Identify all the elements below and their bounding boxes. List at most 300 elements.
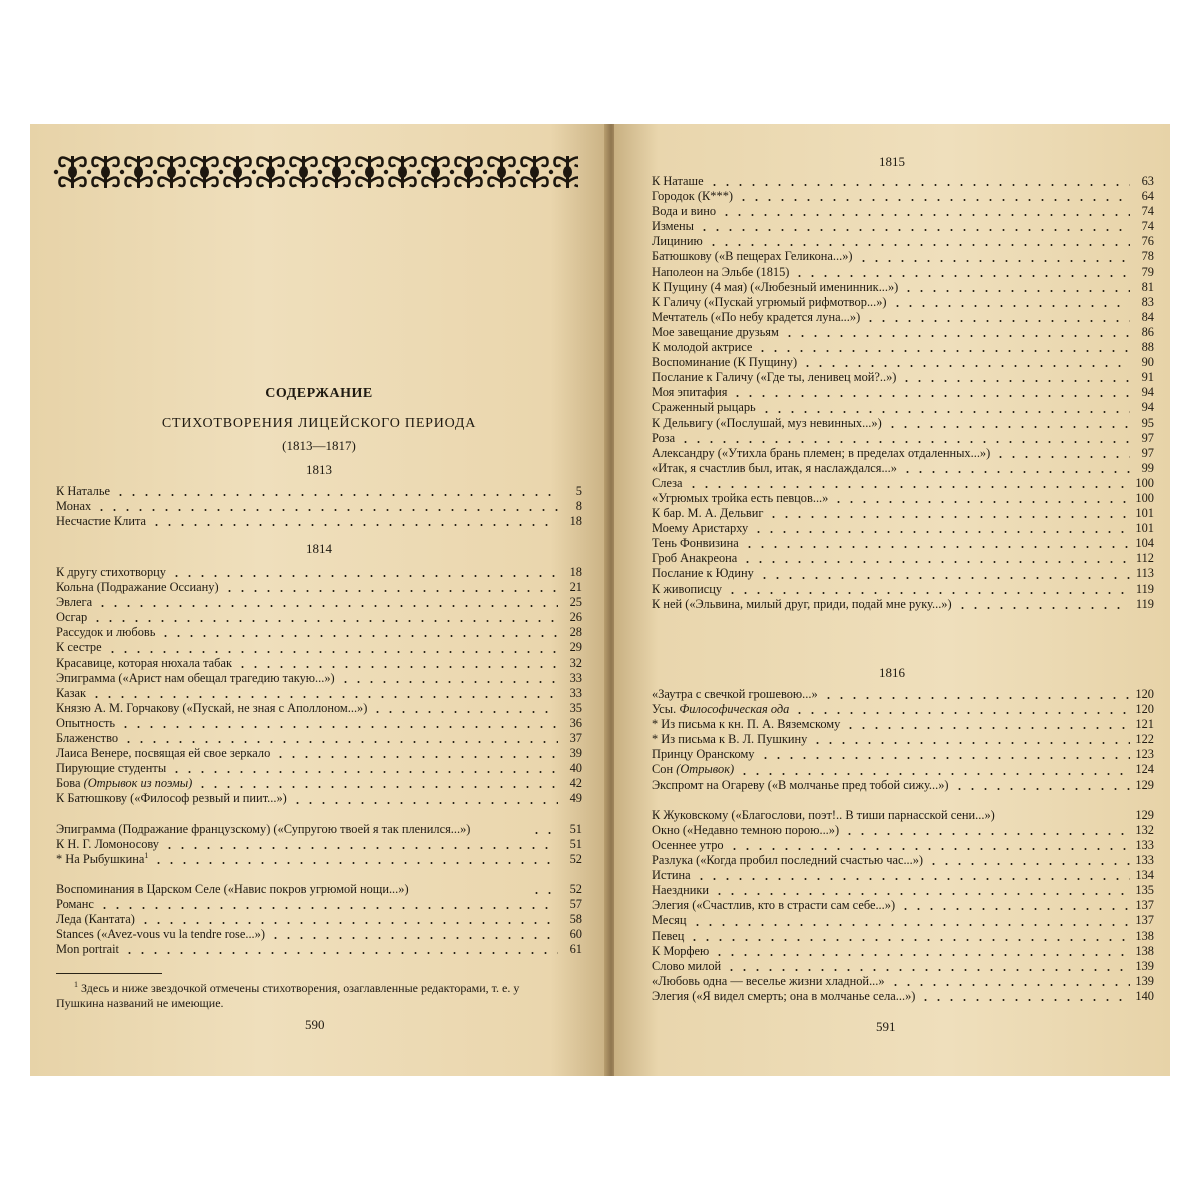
toc-entry-title: Воспоминания в Царском Селе («Навис покров угрюмой нощи...»): [56, 881, 409, 896]
dot-leader: [119, 726, 558, 728]
toc-entry: [56, 791, 582, 806]
toc-entry-title: Разлука («Когда пробил последний счастью час...»): [652, 853, 924, 868]
toc-entry-title: К Наташе: [652, 174, 704, 188]
toc-entry-page: 51: [569, 821, 582, 836]
toc-list-1816: [652, 687, 1154, 1004]
toc-entry: [652, 823, 1154, 838]
toc-entry-title: Сраженный рыцарь: [652, 400, 756, 415]
ornament-motif: [186, 156, 218, 188]
toc-entry-title: Романс: [56, 897, 94, 912]
toc-entry: [652, 883, 1154, 898]
section-title: СТИХОТВОРЕНИЯ ЛИЦЕЙСКОГО ПЕРИОДА: [161, 416, 477, 431]
toc-entry-title: Блаженство: [56, 731, 119, 746]
toc-entry-title: Мое завещание друзьям: [652, 324, 779, 339]
dot-leader: [196, 786, 558, 788]
toc-entry: [56, 499, 582, 514]
toc-entry-title: Mon portrait: [56, 942, 119, 957]
toc-entry-title: К Жуковскому («Благослови, поэт!.. В тиши парнасской сени...»): [652, 807, 995, 822]
dot-leader: [530, 832, 558, 834]
toc-entry: [652, 566, 1154, 581]
toc-entry-subtitle: (Отрывок): [676, 762, 735, 777]
toc-entry: [652, 747, 1154, 762]
toc-entry: [652, 174, 1154, 189]
toc-entry-page: 57: [569, 897, 582, 912]
toc-entry-page: 37: [569, 731, 582, 746]
ornament-motif: [417, 156, 449, 188]
toc-entry: [652, 687, 1154, 702]
toc-entry: [56, 701, 582, 716]
toc-entry-page: 101: [1135, 521, 1154, 536]
toc-entry-title: Леда (Кантата): [56, 912, 135, 927]
toc-entry: [652, 325, 1154, 340]
toc-entry-page: 104: [1135, 536, 1154, 551]
toc-entry-title: К живописцу: [652, 581, 723, 596]
toc-entry: [652, 989, 1154, 1004]
toc-entry-page: 76: [1141, 234, 1154, 249]
toc-entry-page: 26: [569, 610, 582, 625]
toc-entry-title: Эпиграмма (Подражание французскому) («Супругою твоей я так пленился...»): [56, 821, 471, 836]
dot-leader: [756, 350, 1130, 352]
ornament-motif: [54, 156, 86, 188]
ornament-motif: [219, 156, 251, 188]
toc-list-1814: [56, 565, 582, 957]
ornament-motif: [252, 156, 284, 188]
toc-entry-title: «Итак, я счастлив был, итак, я наслаждался...»: [652, 460, 897, 475]
toc-entry: [652, 778, 1154, 793]
toc-entry-title: Казак: [56, 685, 87, 700]
toc-entry-title: Усы. Философическая ода: [652, 702, 790, 717]
toc-entry: [652, 702, 1154, 717]
ornament-motif: [318, 156, 350, 188]
dot-leader: [793, 712, 1130, 714]
toc-entry-title: «Любовь одна — веселье жизни хладной...»: [652, 973, 885, 988]
toc-entry-page: 78: [1141, 249, 1154, 264]
right-page: [614, 124, 1170, 1076]
toc-entry: [652, 431, 1154, 446]
toc-entry-page: 21: [569, 580, 582, 595]
toc-entry: [652, 310, 1154, 325]
dot-leader: [679, 441, 1130, 443]
dot-leader: [152, 862, 558, 864]
dot-leader: [726, 592, 1130, 594]
year-1814-heading: 1814: [306, 541, 332, 556]
toc-entry-page: 90: [1141, 355, 1154, 370]
toc-entry-title: Послание к Галичу («Где ты, ленивец мой?..»): [652, 370, 897, 385]
toc-entry-page: 25: [569, 595, 582, 610]
dot-leader: [822, 697, 1130, 699]
dot-leader: [902, 290, 1130, 292]
dot-leader: [899, 908, 1130, 910]
toc-entry-title: Лаиса Венере, посвящая ей свое зеркало: [56, 746, 271, 761]
toc-entry: [56, 686, 582, 701]
toc-entry-page: 133: [1135, 837, 1154, 852]
toc-entry-subtitle: Философическая ода: [679, 702, 790, 717]
dot-leader: [708, 184, 1130, 186]
toc-entry: [652, 732, 1154, 747]
toc-entry: [652, 280, 1154, 295]
toc-entry-page: 58: [569, 912, 582, 927]
toc-entry-page: 135: [1135, 883, 1154, 898]
toc-entry-title: К Батюшкову («Философ резвый и пиит...»): [56, 791, 287, 806]
toc-entry-title: Певец: [652, 928, 685, 943]
toc-entry-title: Тень Фонвизина: [652, 536, 739, 551]
toc-entry-page: 29: [569, 640, 582, 655]
toc-entry-page: 129: [1135, 807, 1154, 822]
toc-entry: [652, 838, 1154, 853]
toc-entry-title: Слеза: [652, 475, 683, 490]
floral-border-ornament-icon: [48, 150, 578, 194]
toc-entry-title: Элегия («Я видел смерть; она в молчанье села...»): [652, 988, 916, 1003]
footnote-text: Здесь и ниже звездочкой отмечены стихотворения, озаглавленные редакторами, т. е. у Пушкина названий не имеющие.: [56, 981, 520, 1010]
toc-entry-page: 35: [569, 700, 582, 715]
toc-entry: [652, 898, 1154, 913]
toc-entry-page: 112: [1135, 551, 1154, 566]
toc-entry-page: 132: [1135, 822, 1154, 837]
toc-entry-page: 84: [1141, 309, 1154, 324]
dot-leader: [889, 984, 1130, 986]
toc-entry-page: 81: [1141, 279, 1154, 294]
toc-entry: [56, 731, 582, 746]
toc-entry-page: 18: [569, 565, 582, 579]
toc-entry-page: 5: [575, 484, 582, 498]
toc-entry: [652, 762, 1154, 777]
toc-entry-title: Опытность: [56, 715, 116, 730]
toc-entry-page: 129: [1135, 777, 1154, 792]
toc-entry: [652, 476, 1154, 491]
dot-leader: [919, 999, 1130, 1001]
toc-entry-title: Городок (К***): [652, 189, 734, 204]
ornament-motif: [285, 156, 317, 188]
dot-leader: [339, 681, 558, 683]
toc-entry: [652, 385, 1154, 400]
toc-entry: [652, 521, 1154, 536]
toc-entry: [56, 927, 582, 942]
toc-entry: [56, 565, 582, 580]
toc-entry-page: 42: [569, 776, 582, 791]
toc-entry-page: 52: [569, 851, 582, 866]
dot-leader: [994, 456, 1130, 458]
dot-leader: [269, 937, 558, 939]
toc-entry-page: 137: [1135, 913, 1154, 928]
toc-entry: [56, 912, 582, 927]
toc-entry-subtitle: (Отрывок из поэмы): [83, 776, 193, 791]
dot-leader: [236, 666, 558, 668]
toc-entry: [652, 717, 1154, 732]
toc-entry: [652, 295, 1154, 310]
dot-leader: [760, 411, 1130, 413]
toc-entry-title: Stances («Avez-vous vu la tendre rose...»): [56, 927, 265, 942]
dot-leader: [687, 486, 1131, 488]
toc-entry-page: 119: [1135, 596, 1154, 611]
toc-entry-title: «Заутра с свечкой грошевою...»: [652, 687, 818, 701]
toc-entry-title: Истина: [652, 868, 691, 883]
section-years: (1813—1817): [282, 438, 356, 453]
toc-entry: [56, 746, 582, 761]
toc-entry-page: 123: [1135, 747, 1154, 762]
dot-leader: [530, 892, 558, 894]
dot-leader: [767, 516, 1130, 518]
toc-list-1813: [56, 484, 582, 529]
toc-entry-title: Вода и вино: [652, 204, 717, 219]
toc-entry-title: * На Рыбушкина$^1$: [56, 850, 149, 866]
dot-leader: [688, 939, 1130, 941]
toc-entry-title: «Угрюмых тройка есть певцов...»: [652, 490, 829, 505]
toc-entry: [652, 929, 1154, 944]
dot-leader: [801, 365, 1130, 367]
toc-entry-page: 33: [569, 685, 582, 700]
toc-entry-page: 28: [569, 625, 582, 640]
toc-entry: [652, 959, 1154, 974]
dot-leader: [114, 494, 558, 496]
toc-entry-title: К Морфею: [652, 943, 710, 958]
toc-entry-title: Князю А. М. Горчакову («Пускай, не зная с Аполлоном...»): [56, 700, 368, 715]
dot-leader: [741, 561, 1130, 563]
dot-leader: [170, 575, 558, 577]
dot-leader: [163, 847, 558, 849]
dot-leader: [691, 924, 1131, 926]
toc-entry-title: Мечтатель («По небу крадется луна...»): [652, 309, 861, 324]
dot-leader: [274, 756, 558, 758]
dot-leader: [95, 509, 558, 511]
dot-leader: [832, 501, 1130, 503]
toc-entry-page: 100: [1135, 490, 1154, 505]
footnote: [56, 977, 566, 1011]
toc-entry-page: 133: [1135, 853, 1154, 868]
dot-leader: [1126, 818, 1130, 820]
dot-leader: [106, 651, 558, 653]
dot-leader: [900, 380, 1130, 382]
footnote-reference: 1: [144, 850, 149, 860]
toc-entry: [652, 491, 1154, 506]
dot-leader: [713, 893, 1130, 895]
dot-leader: [291, 802, 558, 804]
toc-entry-title: Окно («Недавно темною порою...»): [652, 822, 840, 837]
toc-entry-title: Бова (Отрывок из поэмы): [56, 776, 193, 791]
dot-leader: [123, 952, 558, 954]
toc-entry: [56, 484, 582, 499]
toc-entry-title: Принцу Оранскому: [652, 747, 755, 762]
toc-entry-page: 60: [569, 927, 582, 942]
toc-entry-page: 120: [1135, 702, 1154, 717]
toc-entry: [652, 551, 1154, 566]
toc-entry-title: Осгар: [56, 610, 88, 625]
toc-entry-page: 86: [1141, 324, 1154, 339]
toc-entry-title: Воспоминание (К Пущину): [652, 355, 798, 370]
toc-entry-page: 91: [1141, 370, 1154, 385]
toc-entry-page: 124: [1135, 762, 1154, 777]
toc-entry-page: 83: [1141, 294, 1154, 309]
toc-entry-title: К Дельвигу («Послушай, муз невинных...»): [652, 415, 882, 430]
toc-entry-title: Слово милой: [652, 958, 722, 973]
dot-leader: [98, 907, 558, 909]
dot-leader: [90, 696, 558, 698]
toc-entry-title: Наездники: [652, 883, 709, 898]
toc-entry: [652, 446, 1154, 461]
toc-entry-page: 95: [1141, 415, 1154, 430]
toc-entry-page: 97: [1141, 430, 1154, 445]
dot-leader: [695, 878, 1130, 880]
open-book: [30, 124, 1170, 1076]
toc-entry-page: 18: [569, 514, 582, 529]
contents-heading: СОДЕРЖАНИЕ: [265, 386, 373, 401]
dot-leader: [956, 607, 1130, 609]
toc-entry-title: * Из письма к В. Л. Пушкину: [652, 732, 808, 747]
ornament-motif: [153, 156, 185, 188]
ornament-motif: [351, 156, 383, 188]
toc-entry-page: 61: [569, 942, 582, 957]
toc-entry: [652, 506, 1154, 521]
dot-leader: [731, 395, 1130, 397]
toc-entry: [652, 249, 1154, 264]
ornament-motif: [516, 156, 548, 188]
toc-entry-title: Осеннее утро: [652, 837, 724, 852]
toc-entry: [652, 416, 1154, 431]
toc-entry: [56, 656, 582, 671]
toc-entry-page: 74: [1141, 204, 1154, 219]
toc-list-1815: [652, 174, 1154, 612]
toc-entry: [56, 580, 582, 595]
toc-entry-title: К бар. М. А. Дельвиг: [652, 506, 764, 521]
toc-entry-title: Сон (Отрывок): [652, 762, 735, 777]
toc-entry-title: Моему Аристарху: [652, 521, 749, 536]
toc-entry-title: Батюшкову («В пещерах Геликона...»): [652, 249, 853, 264]
toc-entry-page: 139: [1135, 958, 1154, 973]
toc-entry-title: Эпиграмма («Арист нам обещал трагедию такую...»): [56, 670, 335, 685]
dot-leader: [713, 954, 1130, 956]
toc-entry-page: 40: [569, 761, 582, 776]
dot-leader: [150, 524, 558, 526]
toc-entry: [56, 942, 582, 957]
ornament-motif: [384, 156, 416, 188]
ornament-motif: [120, 156, 152, 188]
toc-entry: [56, 852, 582, 867]
dot-leader: [864, 320, 1130, 322]
toc-entry-page: 97: [1141, 445, 1154, 460]
toc-entry-title: Лицинию: [652, 234, 703, 249]
toc-entry-title: Пирующие студенты: [56, 761, 167, 776]
toc-entry-title: Гроб Анакреона: [652, 551, 738, 566]
toc-entry: [56, 514, 582, 529]
toc-entry: [652, 340, 1154, 355]
toc-entry: [56, 776, 582, 791]
dot-leader: [720, 214, 1130, 216]
toc-entry: [652, 189, 1154, 204]
page-number-left: 590: [305, 1017, 325, 1032]
toc-entry-page: 119: [1135, 581, 1154, 596]
dot-leader: [223, 590, 558, 592]
toc-entry-title: К Галичу («Пускай угрюмый рифмотвор...»): [652, 294, 887, 309]
dot-leader: [891, 305, 1130, 307]
toc-entry-title: Рассудок и любовь: [56, 625, 156, 640]
dot-leader: [159, 635, 558, 637]
toc-entry: [652, 355, 1154, 370]
year-1813-heading: 1813: [306, 462, 332, 477]
toc-entry: [652, 913, 1154, 928]
toc-entry: [56, 867, 582, 897]
toc-entry: [652, 582, 1154, 597]
toc-entry-page: 36: [569, 715, 582, 730]
toc-entry-title: Александру («Утихла брань племен; в пределах отдаленных...»): [652, 445, 991, 460]
toc-entry-page: 33: [569, 670, 582, 685]
toc-entry: [652, 219, 1154, 234]
toc-entry-title: К ней («Эльвина, милый друг, приди, подай мне руку...»): [652, 596, 952, 611]
toc-entry-page: 101: [1135, 506, 1154, 521]
toc-entry-page: 100: [1135, 475, 1154, 490]
toc-entry: [652, 974, 1154, 989]
toc-entry-title: К сестре: [56, 640, 102, 655]
toc-entry-page: 39: [569, 746, 582, 761]
dot-leader: [843, 833, 1130, 835]
toc-entry: [652, 400, 1154, 415]
toc-entry-page: 137: [1135, 898, 1154, 913]
toc-entry-title: К другу стихотворцу: [56, 565, 166, 579]
toc-entry: [56, 595, 582, 610]
toc-entry-page: 79: [1141, 264, 1154, 279]
dot-leader: [857, 260, 1130, 262]
toc-entry: [652, 461, 1154, 476]
toc-entry: [56, 897, 582, 912]
toc-entry-page: 139: [1135, 973, 1154, 988]
dot-leader: [783, 335, 1130, 337]
toc-entry-title: Наполеон на Эльбе (1815): [652, 264, 790, 279]
toc-entry-title: * Из письма к кн. П. А. Вяземскому: [652, 717, 841, 732]
toc-entry-page: 121: [1135, 717, 1154, 732]
toc-entry-title: Экспромт на Огареву («В молчанье пред тобой сижу...»): [652, 777, 949, 792]
footnote-mark: 1: [74, 980, 78, 989]
toc-entry-page: 120: [1135, 687, 1154, 701]
dot-leader: [953, 788, 1130, 790]
ornament-motif: [450, 156, 482, 188]
toc-entry-page: 88: [1141, 340, 1154, 355]
toc-entry: [652, 265, 1154, 280]
toc-entry-page: 8: [575, 499, 582, 514]
toc-entry: [652, 370, 1154, 385]
toc-entry-page: 52: [569, 881, 582, 896]
dot-leader: [728, 848, 1130, 850]
toc-entry-title: Измены: [652, 219, 694, 234]
toc-entry-title: К Наталье: [56, 484, 110, 498]
toc-entry-title: К молодой актрисе: [652, 340, 753, 355]
toc-entry-title: Элегия («Счастлив, кто в страсти сам себе...»): [652, 898, 896, 913]
toc-entry: [652, 597, 1154, 612]
toc-entry-page: 113: [1135, 566, 1154, 581]
dot-leader: [738, 773, 1130, 775]
toc-entry: [652, 793, 1154, 823]
toc-entry-title: Красавице, которая нюхала табак: [56, 655, 232, 670]
toc-entry-page: 64: [1141, 189, 1154, 204]
toc-entry: [56, 716, 582, 731]
toc-entry: [56, 761, 582, 776]
dot-leader: [901, 471, 1130, 473]
year-1816-heading: 1816: [879, 665, 905, 680]
dot-leader: [743, 546, 1130, 548]
dot-leader: [844, 727, 1130, 729]
dot-leader: [91, 620, 558, 622]
dot-leader: [122, 741, 558, 743]
toc-entry-title: Эвлега: [56, 595, 93, 610]
toc-entry: [652, 868, 1154, 883]
toc-entry-page: 32: [569, 655, 582, 670]
toc-entry-title: К Н. Г. Ломоносову: [56, 836, 160, 851]
toc-entry-title: Несчастие Клита: [56, 514, 147, 529]
toc-entry: [56, 625, 582, 640]
toc-entry-title: Монах: [56, 499, 92, 514]
dot-leader: [758, 577, 1130, 579]
dot-leader: [759, 757, 1131, 759]
toc-entry: [56, 807, 582, 837]
ornament-motif: [549, 156, 578, 188]
page-number-right: 591: [876, 1019, 896, 1034]
